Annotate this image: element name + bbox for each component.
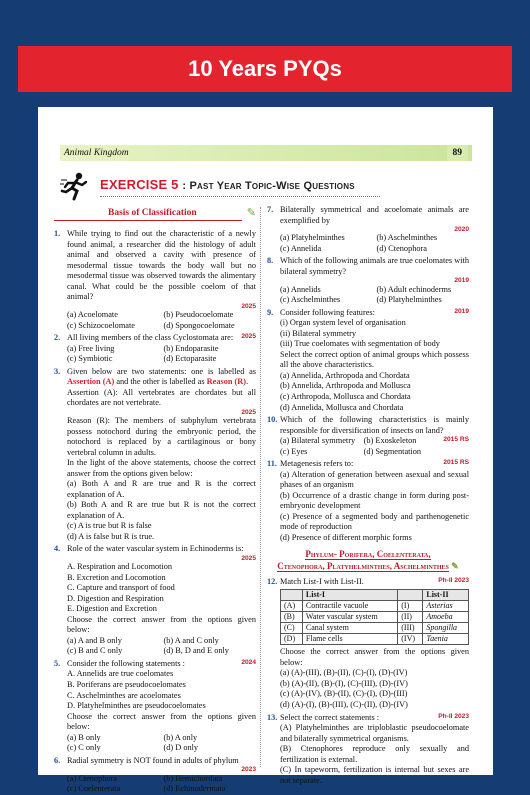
question-13: 13. Select the correct statements : Ph-II 2023 (A) Platyhelminthes are triploblastic pseudocoelomate and bilaterally symmetrical organisms. (B) Ctenophores reproduce only sexually and fertilization is external. (C) In tapeworm, fertilization is internal but sexes are not separate.	[267, 712, 469, 785]
book-page	[38, 107, 493, 794]
question-4: 4. Role of the water vascular system in Echinoderms is: 2025 A. Respiration and Locomotion B. Excretion and Locomotion C. Capture and transport of food D. Digestion and Respiration E. Digestion and Excretion Choose the correct answer from the options given below: (a) A and B only (b) A and C only (c) B and C only (d) B, D and E only	[54, 544, 256, 656]
question-7: 7. Bilaterally symmetrical and acoelomate animals are exemplified by 2020 (a) Platyhelminthes (b) Aschelminthes (c) Annelida (d) Ctenophora	[267, 205, 469, 253]
left-column	[54, 203, 256, 795]
question-2: 2. All living members of the class Cyclostomata are: 2025 (a) Free living (b) Endoparasite (c) Symbiotic (d) Ectoparasite	[54, 333, 256, 364]
running-head	[60, 145, 472, 161]
chapter-title: Animal Kingdom	[64, 148, 129, 158]
exercise-header	[60, 171, 472, 201]
page-number: 89	[447, 145, 469, 161]
question-3: 3. Given below are two statements: one is labelled as Assertion (A) and the other is labelled as Reason (R). Assertion (A): All vertebrates are chordates but all chordates are not vertebrate. 2025 Reason (R): The members of subphylum vertebrata possess notochord during the embryonic period, the notochord is replaced by a cartilaginous or bony vertebral column in adults. In the light of the above statements, choose the correct answer from the options given below: (a) Both A and R are true and R is the correct explanation of A. (b) Both A and R are true but R is not the correct explanation of A. (c) A is true but R is false (d) A is false but R is true.	[54, 366, 256, 541]
question-12: 12. Match List-I with List-II. Ph-II 2023 List-I List-II (A) Contractile vacuole (I) Asterias (B) Water vascular system (II) Amoeba (C) Canal system (III) Spongilla (D) Flame cells (IV) Taenia Choose the correct answer from the options given below: (a) (A)-(III), (B)-(II), (C)-(I), (D)-(IV) (b) (A)-(II), (B)-(I), (C)-(III), (D)-(IV) (c) (A)-(IV), (B)-(II), (C)-(I), (D)-(III) (d) (A)-(I), (B)-(III), (C)-(II), (D)-(IV)	[267, 576, 469, 709]
column-divider	[260, 207, 261, 767]
match-table: List-I List-II (A) Contractile vacuole (I) Asterias (B) Water vascular system (II) Amoeba (C) Canal system (III) Spongilla (D) Flame cells (IV) Taenia	[280, 589, 469, 645]
exercise-title: EXERCISE 5 : Past Year Topic-Wise Questions	[100, 177, 355, 192]
top-band	[0, 0, 530, 40]
question-6: 6. Radial symmetry is NOT found in adults of phylum 2023 (a) Ctenophora (b) Hemichordata (c) Coelenterata (d) Echinodermata	[54, 755, 256, 794]
banner-title: 10 Years PYQs	[18, 46, 512, 92]
question-11: 11. Metagenesis refers to: 2015 RS (a) Alteration of generation between asexual and sexual phases of an organism (b) Occurrence of a drastic change in form during post-embryonic development (c) Presence of a segmented body and parthenogenetic mode of reproduction (d) Presence of different morphic forms	[267, 459, 469, 542]
exercise-underline	[100, 196, 380, 197]
section-heading-basis: Basis of Classification ✎	[54, 205, 256, 223]
table-row: (C) Canal system (III) Spongilla	[281, 623, 469, 634]
right-column	[267, 203, 469, 786]
table-row: (B) Water vascular system (II) Amoeba	[281, 612, 469, 623]
question-5: 5. Consider the following statements : 2024 A. Annelids are true coelomates B. Poriferans are pseudocoelomates C. Aschelminthes are acoelomates D. Platyhelminthes are pseudocoelomates Choose the correct answer from the options given below: (a) B only (b) A only (c) C only (d) D only	[54, 658, 256, 753]
running-man-icon	[60, 171, 90, 201]
question-1: 1. While trying to find out the characteristic of a newly found animal, a researcher did the histology of adult animal and observed a cavity with presence of mesodermal tissue towards the body wall but no mesodermal tissue was observed towards the alimentary canal. What could be the possible coelom of that animal? 2025 (a) Acoelomate (b) Pseudocoelomate (c) Schizocoelomate (d) Spongocoelomate	[54, 229, 256, 330]
pen-icon: ✎	[246, 207, 256, 219]
question-9: 9. Consider following features: 2019 (i) Organ system level of organisation (ii) Bilateral symmetry (iii) True coelomates with segmentation of body Select the correct option of animal groups which possess all the above characteristics. (a) Annelida, Arthropoda and Chordata (b) Annelida, Arthropoda and Mollusca (c) Arthropoda, Mollusca and Chordata (d) Annelida, Mollusca and Chordata	[267, 307, 469, 412]
table-row: (D) Flame cells (IV) Taenia	[281, 634, 469, 645]
table-row: (A) Contractile vacuole (I) Asterias	[281, 601, 469, 612]
question-10: 10. Which of the following characteristics is mainly responsible for diversification of insects on land? 2015 RS (a) Bilateral symmetry (b) Exoskeleton (c) Eyes (d) Segmentation	[267, 415, 469, 456]
section-heading-phylum: Phylum- Porifera, Coelenterata, Ctenophora, Platyhelminthes, Aschelminthes ✎	[277, 549, 459, 572]
question-8: 8. Which of the following animals are true coelomates with bilateral symmetry? 2019 (a) Annelids (b) Adult echinoderms (c) Aschelminthes (d) Platyhelminthes	[267, 256, 469, 305]
